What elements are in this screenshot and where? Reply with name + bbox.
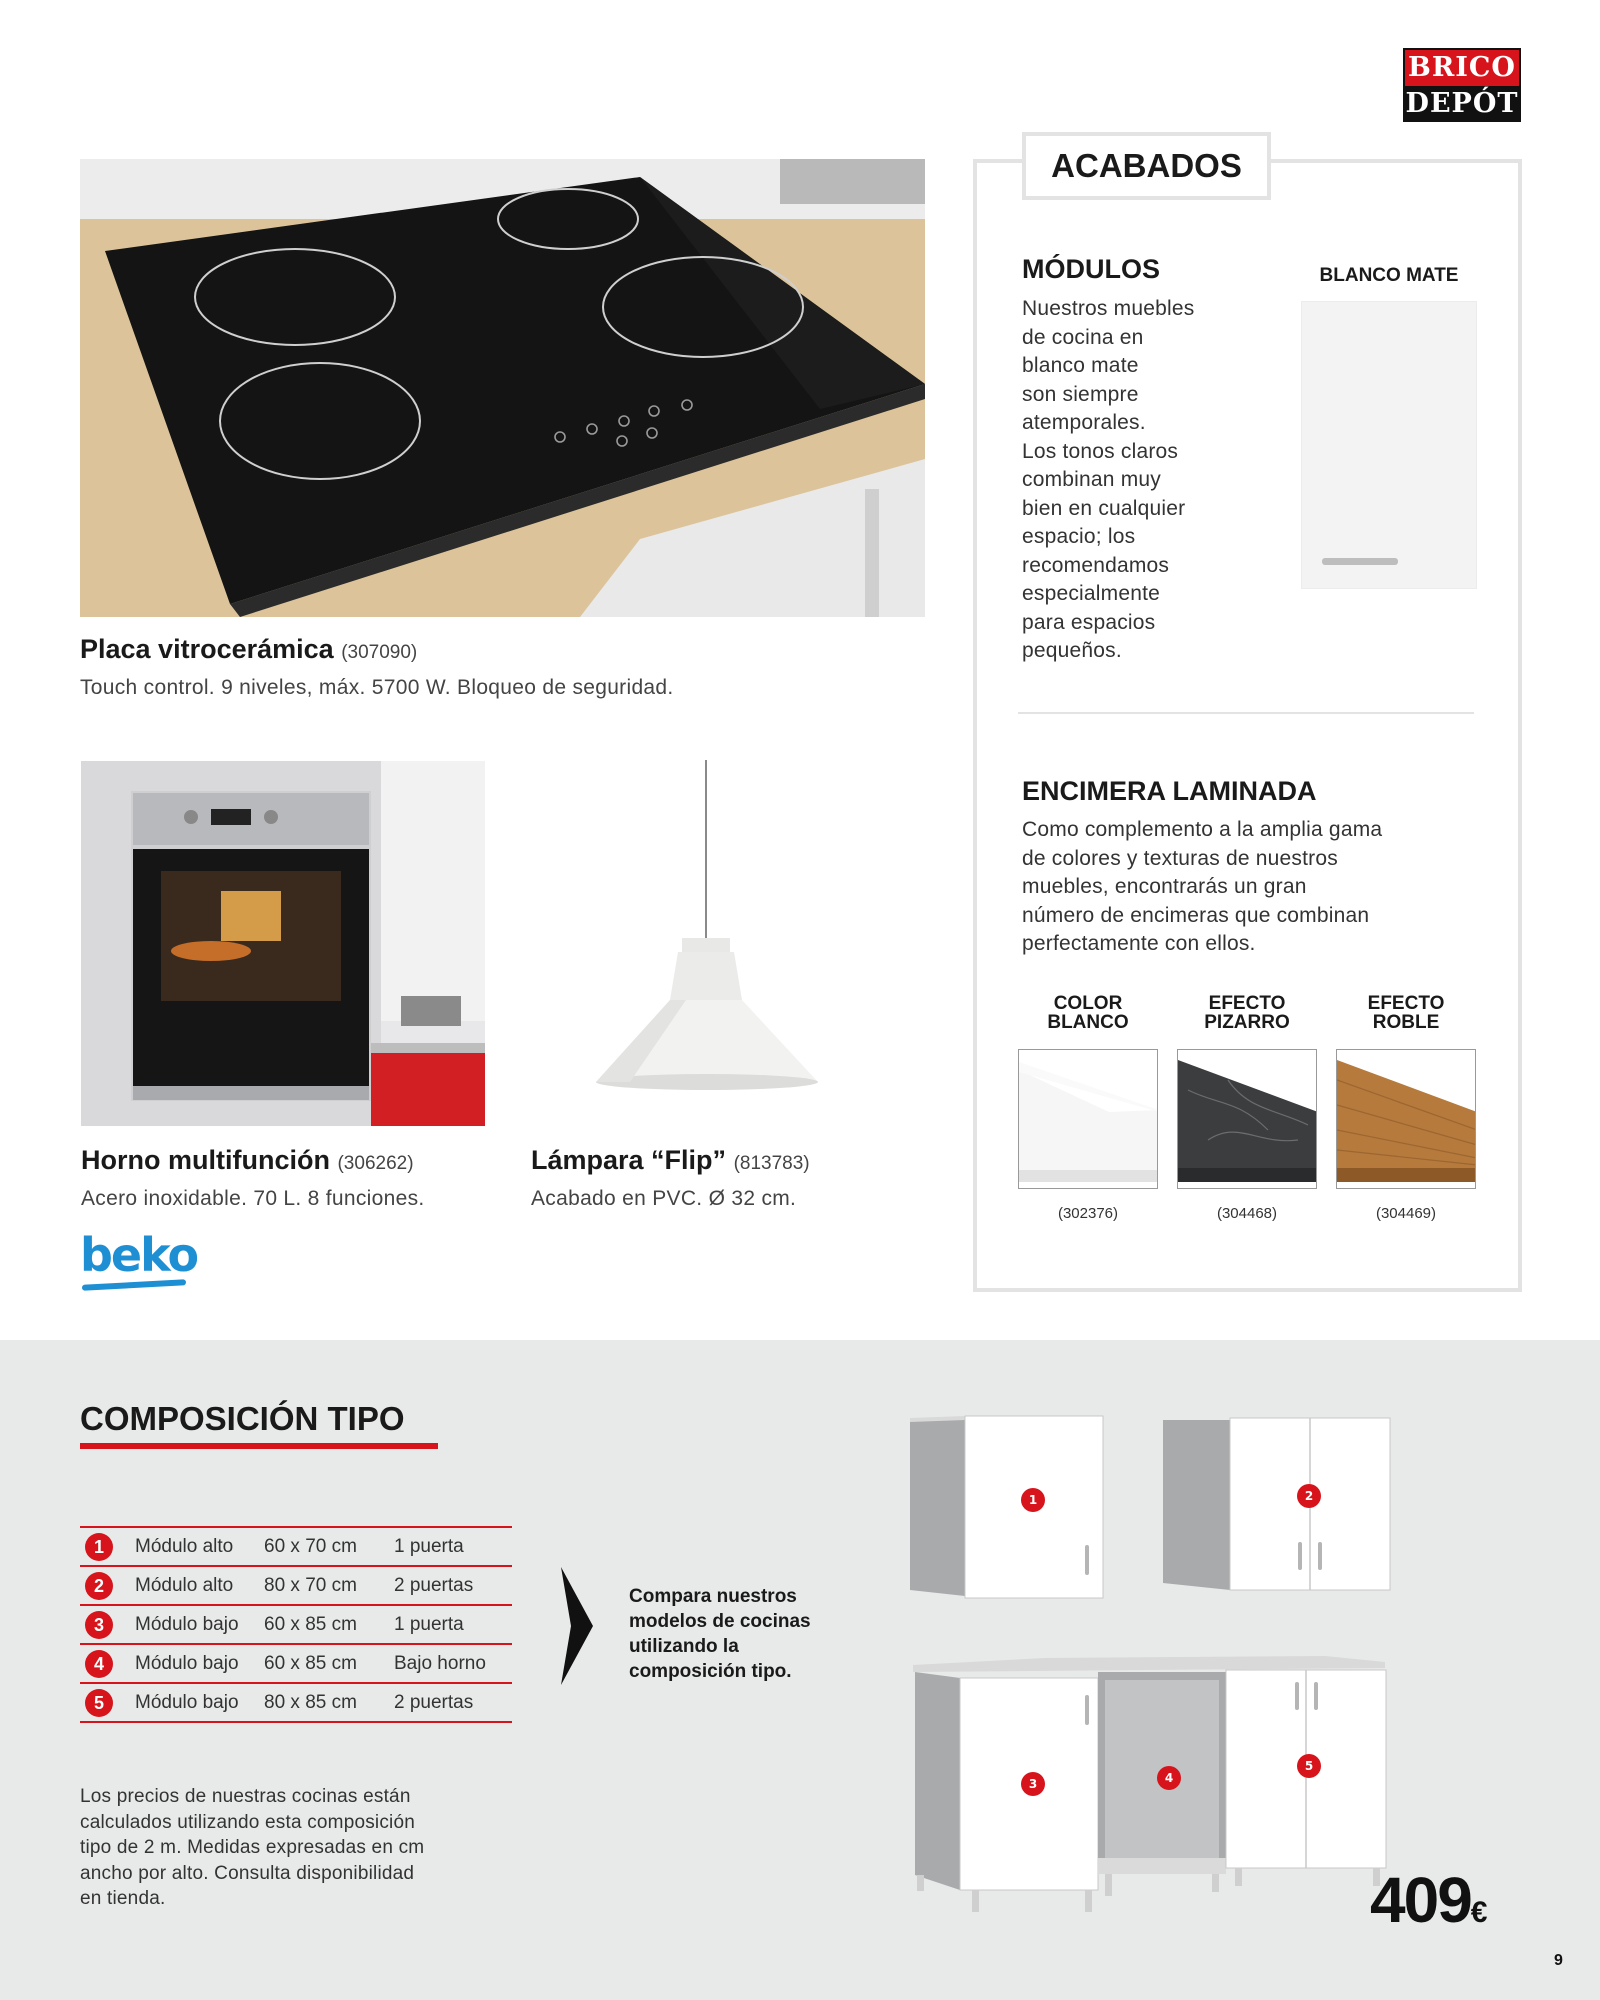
row-detail: Bajo horno [394,1653,486,1674]
blanco-mate-swatch [1302,302,1476,588]
row-size: 80 x 70 cm [264,1575,357,1596]
swatch-label-pizarro [1177,994,1317,1032]
door-handle-icon [1322,558,1398,565]
lampara-image [570,760,840,1090]
modulos-text-line: son siempre [1022,382,1139,406]
swatch-label-line: BLANCO [1047,1012,1129,1033]
row-size: 60 x 85 cm [264,1614,357,1635]
page-number: 9 [1554,1952,1563,1969]
note-line: en tienda. [80,1888,166,1909]
swatch-code-roble: (304469) [1375,1205,1437,1222]
modulos-text-line: espacio; los [1022,525,1136,548]
row-divider [80,1721,512,1723]
placa-description: Touch control. 9 niveles, máx. 5700 W. Bloqueo de seguridad. [80,676,674,699]
section-divider [1018,712,1474,714]
price-value: 409 [1370,1864,1471,1936]
row-type: Módulo bajo [135,1692,239,1713]
blanco-mate-label: BLANCO MATE [1319,265,1459,286]
compare-text [629,1584,859,1684]
note-line: calculados utilizando esta composición [80,1811,416,1833]
compare-text-line: modelos de cocinas [629,1611,811,1632]
swatch-label-line: COLOR [1053,993,1123,1014]
row-number-badge: 5 [85,1689,113,1717]
row-detail: 2 puertas [394,1575,474,1596]
modulos-text-line: recomendamos [1022,553,1170,577]
swatch-label-line: EFECTO [1208,993,1286,1014]
placa-name: Placa vitrocerámica [80,634,334,664]
encimera-text-line: perfectamente con ellos. [1022,932,1256,955]
placa-code: (307090) [341,642,418,663]
lampara-description: Acabado en PVC. Ø 32 cm. [531,1187,797,1210]
horno-title [81,1145,414,1176]
row-type: Módulo alto [135,1536,234,1557]
row-divider [80,1526,512,1528]
swatch-code-blanco: (302376) [1057,1205,1119,1222]
diagram-marker: 5 [1304,1759,1314,1773]
row-size: 60 x 85 cm [264,1653,357,1674]
row-number-badge: 4 [85,1650,113,1678]
row-type: Módulo alto [135,1575,234,1596]
note-line: tipo de 2 m. Medidas expresadas en cm [80,1837,425,1858]
modulos-text-line: para espacios [1022,610,1156,634]
row-divider [80,1643,512,1645]
swatch-code-pizarro: (304468) [1216,1205,1278,1222]
composicion-row [80,1643,512,1682]
swatch-label-line: PIZARRO [1204,1012,1290,1033]
encimera-text-line: Como complemento a la amplia gama [1022,818,1383,841]
row-divider [80,1682,512,1684]
composicion-row [80,1526,512,1565]
row-type: Módulo bajo [135,1653,239,1674]
compare-text-line: utilizando la [629,1636,739,1657]
lampara-title [531,1145,810,1176]
row-size: 80 x 85 cm [264,1692,357,1713]
row-size: 60 x 70 cm [264,1536,357,1557]
acabados-title: ACABADOS [1022,132,1271,200]
swatch-color-blanco [1018,1049,1158,1189]
modulos-text-line: combinan muy [1022,468,1161,491]
horno-name: Horno multifunción [81,1145,330,1175]
swatch-efecto-roble [1336,1049,1476,1189]
lampara-name: Lámpara “Flip” [531,1145,727,1175]
modulos-title: MÓDULOS [1022,254,1160,284]
swatch-label-line: ROBLE [1372,1012,1440,1033]
note-line: Los precios de nuestras cocinas están [80,1786,411,1807]
diagram-marker: 2 [1304,1489,1314,1503]
diagram-marker: 1 [1028,1493,1038,1507]
swatch-label-blanco [1018,994,1158,1032]
note-line: ancho por alto. Consulta disponibilidad [80,1862,415,1884]
compare-text-line: Compara nuestros [629,1586,797,1607]
composicion-price [1370,1863,1487,1937]
cabinet-composition-diagram [905,1410,1405,1925]
composicion-title-underline [80,1443,438,1449]
price-currency: € [1470,1896,1488,1929]
composicion-row [80,1604,512,1643]
compare-text-line: composición tipo. [629,1661,792,1682]
horno-code: (306262) [337,1153,414,1174]
diagram-marker: 3 [1028,1777,1038,1791]
modulos-text-line: Los tonos claros [1022,439,1179,463]
row-number-badge: 2 [85,1572,113,1600]
row-number-badge: 3 [85,1611,113,1639]
row-number-badge: 1 [85,1533,113,1561]
horno-image [81,761,485,1126]
modulos-text-line: bien en cualquier [1022,496,1186,520]
modulos-text-line: pequeños. [1022,639,1122,662]
swatch-label-roble [1336,994,1476,1032]
row-divider [80,1604,512,1606]
encimera-text-line: de colores y texturas de nuestros [1022,846,1338,870]
brico-depot-logo [1403,48,1521,122]
composicion-row [80,1565,512,1604]
composicion-note [80,1784,500,1912]
chevron-right-icon [561,1567,593,1690]
row-divider [80,1565,512,1567]
logo-line-2: DEPÓT [1405,86,1519,122]
swatch-label-line: EFECTO [1367,993,1445,1014]
lampara-code: (813783) [733,1153,810,1174]
modulos-text-line: Nuestros muebles [1022,297,1195,320]
row-type: Módulo bajo [135,1614,239,1635]
encimera-text-line: número de encimeras que combinan [1022,903,1370,927]
modulos-text [1022,295,1252,666]
composicion-row [80,1682,512,1721]
logo-line-1: BRICO [1405,50,1519,86]
modulos-text-line: blanco mate [1022,354,1139,377]
encimera-text-line: muebles, encontrarás un gran [1022,875,1307,898]
composicion-title: COMPOSICIÓN TIPO [80,1400,405,1437]
modulos-text-line: atemporales. [1022,411,1146,434]
diagram-marker: 4 [1164,1771,1174,1785]
swatch-efecto-pizarro [1177,1049,1317,1189]
placa-vitroceramica-image [80,159,925,617]
placa-title [80,634,417,665]
row-detail: 1 puerta [394,1536,464,1557]
encimera-title: ENCIMERA LAMINADA [1022,776,1317,806]
beko-logo: beko [80,1228,198,1282]
horno-description: Acero inoxidable. 70 L. 8 funciones. [81,1187,425,1210]
row-detail: 1 puerta [394,1614,464,1635]
row-detail: 2 puertas [394,1692,474,1713]
encimera-text [1022,816,1482,959]
modulos-text-line: especialmente [1022,582,1161,605]
modulos-text-line: de cocina en [1022,325,1144,349]
